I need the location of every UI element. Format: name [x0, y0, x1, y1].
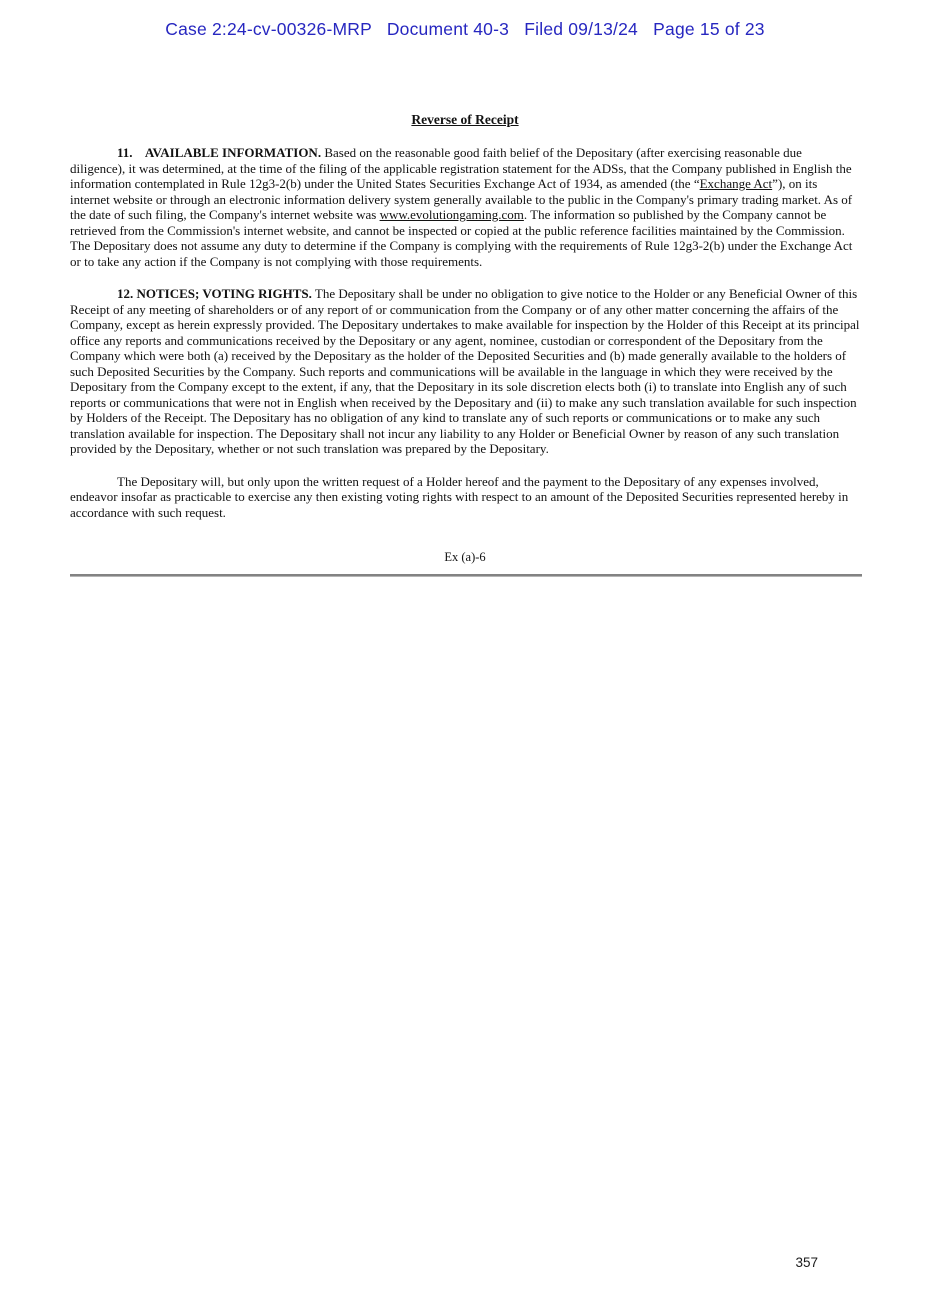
- company-website-url: www.evolutiongaming.com: [379, 207, 524, 222]
- paragraph-text: The Depositary will, but only upon the written request of a Holder hereof and the payment to the Depositary of any expenses involved, endeavor insofar as practicable to exercise any then existing voting rights with respect to an amount of the Deposited Securities represented hereby in accordance with such request.: [70, 473, 849, 520]
- paragraph-text: . The information so published by the Company cannot be retrieved from the Commission's internet website, and cannot be inspected or copied at the public reference facilities maintained by the Commission. The Depositary does not assume any duty to determine if the Company is complying with the requirements of Rule 12g3-2(b) under the Exchange Act or to take any action if the Company is not complying with those requirements.: [70, 207, 853, 269]
- exchange-act-term: Exchange Act: [699, 176, 773, 191]
- paragraph-voting-request: [70, 474, 860, 521]
- paragraph-available-information: [70, 145, 860, 269]
- paragraph-text: The Depositary shall be under no obligation to give notice to the Holder or any Beneficial Owner of this Receipt of any meeting of shareholders or of any report of or communication from the Company or of any other matter concerning the affairs of the Company, except as herein expressly provided. The Depositary undertakes to make available for inspection by the Holder of this Receipt at its principal office any reports and communications received by the Depositary or any agent, nominee, custodian or correspondent of the Depositary from the Company which were both (a) received by the Depositary as the holder of the Deposited Securities and (b) made generally available to the holders of such Deposited Securities by the Company. Such reports and communications will be available in the language in which they were received by the Depositary from the Company except to the extent, if any, that the Depositary in its sole discretion elects both (i) to translate into English any of such reports or communications that were not in English when received by the Depositary and (ii) to make any such translation available for such inspection by Holders of the Receipt. The Depositary has no obligation of any kind to translate any of such reports or communications or to make any such translation available for inspection. The Depositary shall not incur any liability to any Holder or Beneficial Owner by reason of any such translation provided by the Depositary, whether or not such translation was prepared by the Depositary.: [70, 286, 860, 456]
- paragraph-text: Based on the reasonable good faith belief of the Depositary (after exercising reasonable due diligence), it was determined, at the time of the filing of the applicable registration statement for the ADSs, that the Company published in English the information contemplated in Rule 12g3-2(b) under the United States Securities Exchange Act of 1934, as amended (the “: [70, 145, 852, 191]
- section-heading-11: 11. AVAILABLE INFORMATION.: [117, 145, 322, 160]
- paragraph-notices-voting-rights: [70, 286, 860, 457]
- page-number: 357: [795, 1255, 818, 1270]
- section-heading-12: 12. NOTICES; VOTING RIGHTS.: [117, 286, 312, 301]
- exhibit-label: Ex (a)-6: [444, 550, 486, 564]
- court-filing-header: Case 2:24-cv-00326-MRP Document 40-3 Filed 09/13/24 Page 15 of 23: [165, 19, 765, 39]
- page-title: Reverse of Receipt: [411, 112, 519, 127]
- page-divider: [70, 574, 862, 577]
- document-body: [70, 112, 860, 577]
- paragraph-text: ”), on its internet website or through an electronic information delivery system generally available to the public in the Company's primary trading market. As of the date of such filing, the Company's internet website was: [70, 176, 853, 222]
